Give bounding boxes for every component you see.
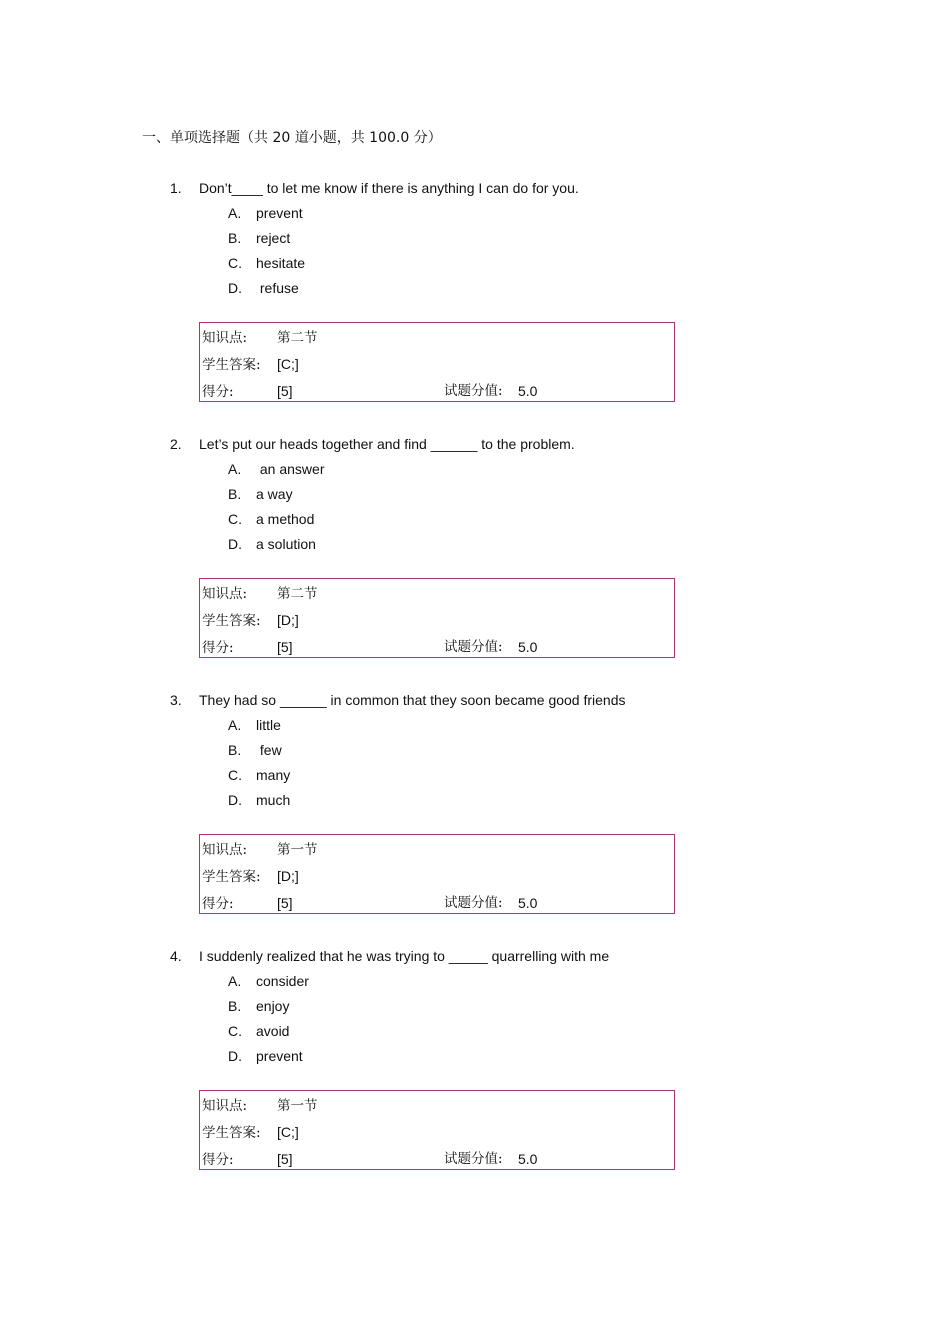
option-letter: B. [228, 230, 242, 246]
answer-info-box [199, 834, 675, 914]
option-d[interactable] [228, 534, 316, 554]
option-text: an answer [256, 461, 325, 477]
option-letter: C. [228, 767, 242, 783]
option-a[interactable] [228, 715, 281, 735]
question-value-label: 试题分值: [444, 639, 503, 655]
knowledge-point-label: 知识点: [202, 330, 248, 346]
option-text: few [256, 742, 282, 758]
student-answer-row [202, 354, 299, 375]
student-answer-value: [C;] [277, 1124, 299, 1140]
score-label: 得分: [202, 384, 234, 400]
option-d[interactable] [228, 278, 299, 298]
option-letter: C. [228, 511, 242, 527]
question-number: 2. [170, 436, 182, 452]
score-row [202, 1149, 293, 1170]
question-number: 3. [170, 692, 182, 708]
option-letter: A. [228, 461, 242, 477]
option-b[interactable] [228, 996, 289, 1016]
question-value-label: 试题分值: [444, 383, 503, 399]
student-answer-row [202, 1122, 299, 1143]
question-text: Let’s put our heads together and find ______ to the problem. [199, 436, 575, 452]
question-value: 5.0 [518, 639, 538, 655]
option-b[interactable] [228, 484, 293, 504]
answer-info-box [199, 1090, 675, 1170]
question-value-label: 试题分值: [444, 1151, 503, 1167]
answer-info-box [199, 578, 675, 658]
option-letter: C. [228, 255, 242, 271]
option-letter: C. [228, 1023, 242, 1039]
option-letter: B. [228, 998, 242, 1014]
question-value: 5.0 [518, 895, 538, 911]
knowledge-point-value: 第一节 [277, 842, 318, 858]
score-label: 得分: [202, 1152, 234, 1168]
option-b[interactable] [228, 740, 282, 760]
option-c[interactable] [228, 1021, 289, 1041]
option-text: hesitate [256, 255, 306, 271]
option-text: much [256, 792, 291, 808]
option-text: prevent [256, 1048, 303, 1064]
answer-info-box [199, 322, 675, 402]
question-number: 4. [170, 948, 182, 964]
option-letter: A. [228, 205, 242, 221]
option-text: many [256, 767, 291, 783]
option-text: a way [256, 486, 293, 502]
option-d[interactable] [228, 1046, 303, 1066]
question-text: They had so ______ in common that they soon became good friends [199, 692, 626, 708]
option-letter: A. [228, 717, 242, 733]
option-a[interactable] [228, 203, 303, 223]
score-value: [5] [277, 895, 293, 911]
knowledge-point-row [202, 1095, 318, 1116]
question-stem [170, 434, 575, 454]
score-value: [5] [277, 1151, 293, 1167]
option-text: little [256, 717, 281, 733]
knowledge-point-row [202, 583, 318, 604]
question-value-label: 试题分值: [444, 895, 503, 911]
question-value: 5.0 [518, 1151, 538, 1167]
question-stem [170, 946, 609, 966]
score-row [202, 637, 293, 658]
student-answer-value: [D;] [277, 868, 299, 884]
option-c[interactable] [228, 253, 305, 273]
option-text: avoid [256, 1023, 290, 1039]
option-text: consider [256, 973, 309, 989]
student-answer-value: [D;] [277, 612, 299, 628]
option-letter: A. [228, 973, 242, 989]
student-answer-label: 学生答案: [202, 613, 261, 629]
score-label: 得分: [202, 640, 234, 656]
option-text: reject [256, 230, 291, 246]
score-value: [5] [277, 639, 293, 655]
knowledge-point-row [202, 839, 318, 860]
score-label: 得分: [202, 896, 234, 912]
student-answer-row [202, 866, 299, 887]
option-letter: D. [228, 280, 242, 296]
section-title: 一、单项选择题（共 20 道小题，共 100.0 分） [142, 130, 442, 146]
student-answer-label: 学生答案: [202, 869, 261, 885]
option-a[interactable] [228, 459, 324, 479]
question-text: Don’t____ to let me know if there is anything I can do for you. [199, 180, 579, 196]
student-answer-value: [C;] [277, 356, 299, 372]
student-answer-label: 学生答案: [202, 1125, 261, 1141]
option-letter: D. [228, 1048, 242, 1064]
option-text: a method [256, 511, 315, 527]
option-letter: B. [228, 486, 242, 502]
option-a[interactable] [228, 971, 309, 991]
option-d[interactable] [228, 790, 290, 810]
option-b[interactable] [228, 228, 290, 248]
question-stem [170, 690, 626, 710]
option-letter: D. [228, 536, 242, 552]
option-text: a solution [256, 536, 316, 552]
question-value: 5.0 [518, 383, 538, 399]
knowledge-point-value: 第二节 [277, 586, 318, 602]
question-stem [170, 178, 579, 198]
option-text: enjoy [256, 998, 290, 1014]
question-number: 1. [170, 180, 182, 196]
score-value: [5] [277, 383, 293, 399]
option-letter: D. [228, 792, 242, 808]
knowledge-point-value: 第一节 [277, 1098, 318, 1114]
knowledge-point-label: 知识点: [202, 1098, 248, 1114]
score-row [202, 381, 293, 402]
knowledge-point-label: 知识点: [202, 842, 248, 858]
question-text: I suddenly realized that he was trying to _____ quarrelling with me [199, 948, 610, 964]
knowledge-point-value: 第二节 [277, 330, 318, 346]
score-row [202, 893, 293, 914]
option-letter: B. [228, 742, 242, 758]
knowledge-point-row [202, 327, 318, 348]
option-text: refuse [256, 280, 299, 296]
option-text: prevent [256, 205, 303, 221]
knowledge-point-label: 知识点: [202, 586, 248, 602]
student-answer-row [202, 610, 299, 631]
option-c[interactable] [228, 765, 290, 785]
student-answer-label: 学生答案: [202, 357, 261, 373]
option-c[interactable] [228, 509, 314, 529]
